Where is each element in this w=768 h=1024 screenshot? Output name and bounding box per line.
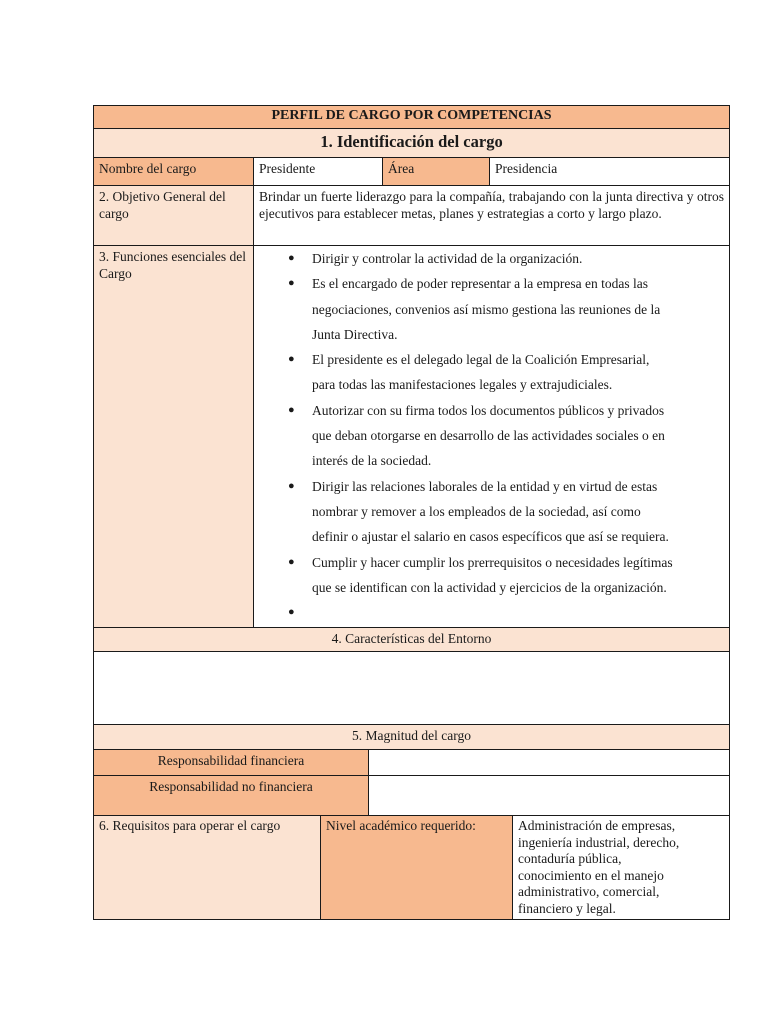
funcion-item — [259, 347, 724, 398]
nivel-line: Administración de empresas, — [518, 818, 676, 834]
resp-no-financiera-label: Responsabilidad no financiera — [94, 776, 369, 816]
funcion-line: para todas las manifestaciones legales y extrajudiciales. — [312, 377, 613, 393]
bullet-icon: ● — [288, 403, 295, 416]
area-label: Área — [383, 158, 490, 186]
profile-table-top — [93, 105, 730, 628]
funcion-line: que se identifican con la actividad y ejercicios de la organización. — [312, 579, 667, 595]
funcion-line: Autorizar con su firma todos los documentos públicos y privados — [312, 402, 665, 418]
funciones-list — [259, 246, 724, 625]
bullet-icon: ● — [288, 555, 295, 568]
bullet-icon: ● — [288, 479, 295, 492]
funcion-item — [259, 600, 724, 625]
funcion-line: nombrar y remover a los empleados de la sociedad, así como — [312, 503, 641, 519]
funcion-line: El presidente es el delegado legal de la Coalición Empresarial, — [312, 352, 650, 368]
nivel-academico-value — [513, 816, 730, 920]
funcion-item — [259, 550, 724, 601]
funciones-cell — [254, 246, 730, 628]
entorno-content — [94, 652, 730, 725]
nombre-cargo-value: Presidente — [254, 158, 383, 186]
resp-financiera-label: Responsabilidad financiera — [94, 750, 369, 776]
requisitos-label: 6. Requisitos para operar el cargo — [94, 816, 321, 920]
section-identificacion-heading: 1. Identificación del cargo — [94, 129, 730, 158]
objetivo-label: 2. Objetivo General del cargo — [94, 186, 254, 246]
funcion-line: Dirigir y controlar la actividad de la organización. — [312, 251, 583, 266]
funcion-line: interés de la sociedad. — [312, 453, 432, 469]
funcion-item — [259, 271, 724, 347]
funcion-line: Junta Directiva. — [312, 326, 398, 342]
funcion-line: Dirigir las relaciones laborales de la entidad y en virtud de estas — [312, 478, 658, 494]
bullet-icon: ● — [288, 353, 295, 366]
nivel-line: administrativo, comercial, — [518, 884, 660, 900]
funcion-line: Es el encargado de poder representar a la empresa en todas las — [312, 276, 648, 292]
job-profile-document — [93, 105, 729, 920]
funcion-line: Cumplir y hacer cumplir los prerrequisitos o necesidades legítimas — [312, 554, 673, 570]
area-value: Presidencia — [490, 158, 730, 186]
resp-no-financiera-value — [369, 776, 730, 816]
nivel-academico-label: Nivel académico requerido: — [321, 816, 513, 920]
funcion-line: negociaciones, convenios así mismo gestiona las reuniones de la — [312, 301, 661, 317]
funcion-line: que deban otorgarse en desarrollo de las actividades sociales o en — [312, 428, 665, 444]
nivel-line: ingeniería industrial, derecho, — [518, 834, 680, 850]
funcion-line: definir o ajustar el salario en casos específicos que así se requiera. — [312, 529, 669, 545]
nombre-cargo-label: Nombre del cargo — [94, 158, 254, 186]
document-title: PERFIL DE CARGO POR COMPETENCIAS — [94, 106, 730, 129]
funcion-line — [312, 600, 724, 625]
magnitud-heading: 5. Magnitud del cargo — [94, 725, 730, 750]
nivel-line: contaduría pública, — [518, 851, 622, 867]
entorno-heading: 4. Características del Entorno — [94, 628, 730, 652]
funcion-item — [259, 398, 724, 474]
funcion-item — [259, 474, 724, 550]
bullet-icon: ● — [288, 252, 295, 264]
profile-table-middle — [93, 627, 730, 816]
bullet-icon: ● — [288, 277, 295, 290]
resp-financiera-value — [369, 750, 730, 776]
bullet-icon: ● — [288, 606, 295, 619]
objetivo-text: Brindar un fuerte liderazgo para la compañía, trabajando con la junta directiva y otros ejecutivos para establecer metas, planes y estrategias a corto y largo plazo. — [254, 186, 730, 246]
profile-table-bottom — [93, 815, 730, 920]
funciones-label: 3. Funciones esenciales del Cargo — [94, 246, 254, 628]
funcion-item — [259, 246, 724, 271]
nivel-line: financiero y legal. — [518, 900, 616, 916]
nivel-line: conocimiento en el manejo — [518, 867, 664, 883]
